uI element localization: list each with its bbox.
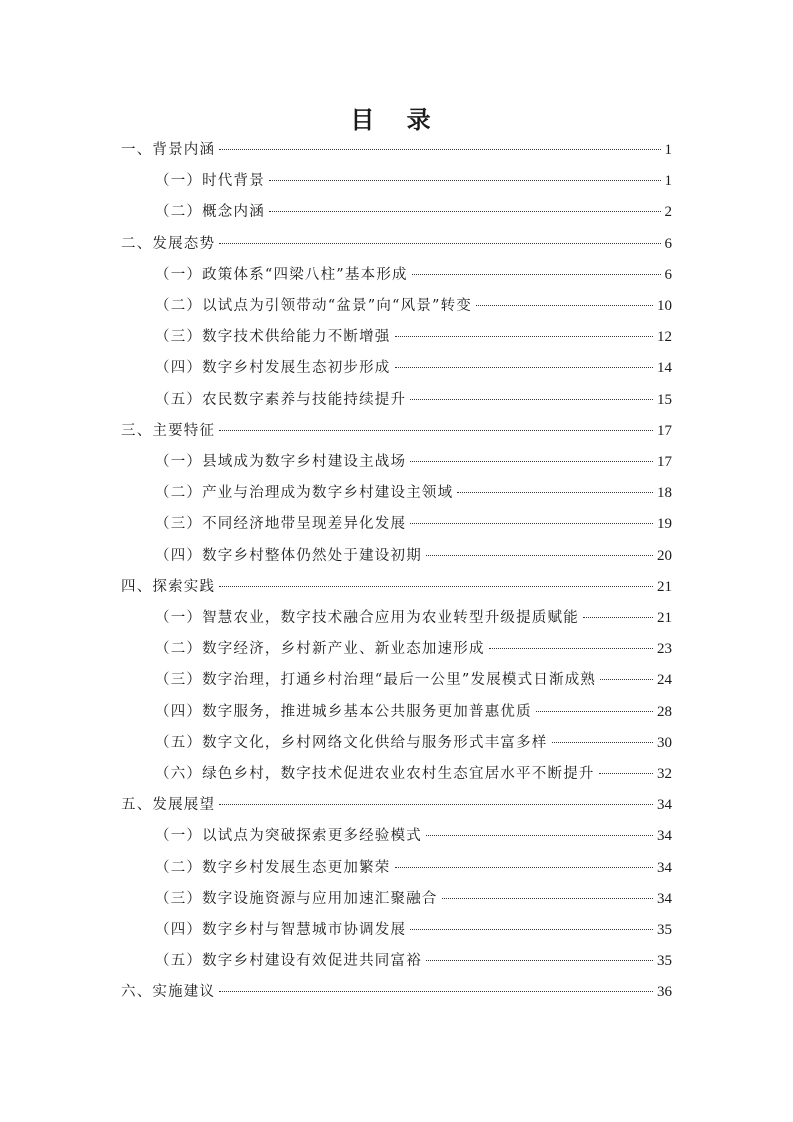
dot-leader: [219, 430, 653, 431]
dot-leader: [599, 773, 653, 774]
toc-entry-page-number: 23: [657, 641, 672, 658]
toc-entry-page-number: 21: [657, 610, 672, 626]
toc-entry[interactable]: [155, 700, 672, 724]
toc-entry[interactable]: [155, 637, 672, 661]
toc-entry[interactable]: [121, 980, 672, 1004]
dot-leader: [457, 492, 653, 493]
toc-entry[interactable]: [121, 232, 672, 256]
toc-entry-page-number: 14: [657, 360, 672, 377]
dot-leader: [476, 305, 653, 306]
dot-leader: [426, 960, 653, 961]
toc-entry-title: （二）数字乡村发展生态更加繁荣: [155, 859, 391, 876]
toc-entry-title: （五）农民数字素养与技能持续提升: [155, 391, 407, 408]
dot-leader: [552, 742, 654, 743]
toc-entry-title: 四、探索实践: [121, 578, 216, 595]
toc-entry[interactable]: [155, 606, 672, 630]
toc-entry-title: （四）数字乡村整体仍然处于建设初期: [155, 547, 422, 564]
toc-title: 目 录: [350, 106, 443, 134]
toc-entry-page-number: 34: [657, 828, 672, 845]
toc-entry[interactable]: [155, 263, 672, 287]
toc-entry-title: 二、发展态势: [121, 235, 216, 252]
toc-entry-page-number: 6: [664, 266, 672, 283]
toc-entry-title: （五）数字文化，乡村网络文化供给与服务形式丰富多样: [155, 734, 548, 751]
dot-leader: [269, 180, 661, 181]
toc-entry[interactable]: [155, 450, 672, 474]
toc-entry[interactable]: [155, 887, 672, 911]
toc-entry[interactable]: [155, 544, 672, 568]
toc-entry-title: 一、背景内涵: [121, 142, 216, 158]
toc-entry-page-number: 21: [657, 578, 672, 595]
toc-entry-page-number: 19: [657, 516, 672, 533]
toc-entry[interactable]: [155, 388, 672, 412]
toc-entry[interactable]: [155, 918, 672, 942]
dot-leader: [410, 523, 653, 524]
toc-entry[interactable]: [155, 169, 672, 193]
toc-entry-page-number: 28: [657, 703, 672, 720]
toc-entry-title: （二）产业与治理成为数字乡村建设主领域: [155, 485, 454, 502]
dot-leader: [489, 648, 653, 649]
dot-leader: [536, 711, 653, 712]
toc-entry-page-number: 24: [657, 672, 672, 689]
toc-entry-title: （二）概念内涵: [155, 204, 265, 221]
toc-entry[interactable]: [155, 668, 672, 692]
dot-leader: [426, 555, 653, 556]
toc-entry-page-number: 6: [664, 235, 672, 252]
toc-entry[interactable]: [155, 356, 672, 380]
toc-entry[interactable]: [155, 762, 672, 786]
toc-entry-page-number: 1: [664, 173, 672, 190]
toc-entry[interactable]: [121, 419, 672, 443]
toc-entry[interactable]: [121, 793, 672, 817]
toc-entry-title: （二）数字经济，乡村新产业、新业态加速形成: [155, 641, 485, 658]
dot-leader: [395, 336, 654, 337]
toc-entry[interactable]: [155, 512, 672, 536]
toc-entry-title: 五、发展展望: [121, 797, 216, 814]
toc-entry-page-number: 20: [657, 547, 672, 564]
toc-entry-title: （五）数字乡村建设有效促进共同富裕: [155, 953, 422, 970]
toc-entry-title: （四）数字乡村与智慧城市协调发展: [155, 922, 407, 938]
toc-entry[interactable]: [121, 138, 672, 162]
toc-entry-page-number: 35: [657, 922, 672, 938]
toc-entry-page-number: 17: [657, 422, 672, 439]
toc-entry[interactable]: [155, 200, 672, 224]
toc-entry-title: （四）数字乡村发展生态初步形成: [155, 360, 391, 377]
toc-entry-page-number: 34: [657, 859, 672, 876]
toc-entry-title: （三）不同经济地带呈现差异化发展: [155, 516, 407, 533]
dot-leader: [410, 929, 653, 930]
dot-leader: [426, 835, 653, 836]
toc-entry-page-number: 34: [657, 890, 672, 907]
dot-leader: [219, 149, 660, 150]
dot-leader: [583, 617, 653, 618]
toc-entry-page-number: 15: [657, 391, 672, 408]
toc-entry-title: （四）数字服务，推进城乡基本公共服务更加普惠优质: [155, 703, 532, 720]
dot-leader: [395, 367, 654, 368]
toc-entry[interactable]: [155, 856, 672, 880]
dot-leader: [442, 898, 653, 899]
toc-entry-page-number: 17: [657, 454, 672, 470]
toc-entry-title: （六）绿色乡村，数字技术促进农业农村生态宜居水平不断提升: [155, 766, 595, 782]
dot-leader: [600, 679, 653, 680]
toc-entry-page-number: 1: [664, 142, 672, 158]
toc-entry[interactable]: [155, 481, 672, 505]
toc-entry[interactable]: [155, 325, 672, 349]
toc-entry-page-number: 10: [657, 298, 672, 314]
toc-entry-title: （一）县域成为数字乡村建设主战场: [155, 454, 407, 470]
toc-entry[interactable]: [121, 575, 672, 599]
toc-entry-title: （一）智慧农业，数字技术融合应用为农业转型升级提质赋能: [155, 610, 579, 626]
dot-leader: [395, 867, 654, 868]
dot-leader: [219, 804, 653, 805]
dot-leader: [410, 461, 653, 462]
toc-entry[interactable]: [155, 294, 672, 318]
toc-entry-title: 三、主要特征: [121, 422, 216, 439]
dot-leader: [410, 399, 653, 400]
toc-entry[interactable]: [155, 949, 672, 973]
dot-leader: [219, 243, 660, 244]
toc-entry-title: （一）政策体系“四梁八柱”基本形成: [155, 266, 408, 283]
toc-entry[interactable]: [155, 824, 672, 848]
toc-entry-page-number: 12: [657, 329, 672, 346]
toc-entry-page-number: 32: [657, 766, 672, 782]
toc-entry-title: 六、实施建议: [121, 984, 216, 1001]
dot-leader: [269, 211, 661, 212]
toc-entry-title: （一）以试点为突破探索更多经验模式: [155, 828, 422, 845]
toc-entry-title: （三）数字技术供给能力不断增强: [155, 329, 391, 346]
toc-entry[interactable]: [155, 731, 672, 755]
toc-entry-title: （三）数字治理，打通乡村治理“最后一公里”发展模式日渐成熟: [155, 672, 597, 689]
dot-leader: [219, 991, 653, 992]
toc-entry-page-number: 2: [664, 204, 672, 221]
toc-entry-page-number: 35: [657, 953, 672, 970]
toc-entry-page-number: 36: [657, 984, 672, 1001]
toc-entry-page-number: 30: [657, 734, 672, 751]
toc-entry-page-number: 34: [657, 797, 672, 814]
toc-entry-title: （一）时代背景: [155, 173, 265, 190]
toc-entry-page-number: 18: [657, 485, 672, 502]
dot-leader: [219, 586, 653, 587]
dot-leader: [412, 274, 661, 275]
toc-entry-title: （二）以试点为引领带动“盆景”向“风景”转变: [155, 298, 473, 314]
toc-entry-title: （三）数字设施资源与应用加速汇聚融合: [155, 890, 438, 907]
